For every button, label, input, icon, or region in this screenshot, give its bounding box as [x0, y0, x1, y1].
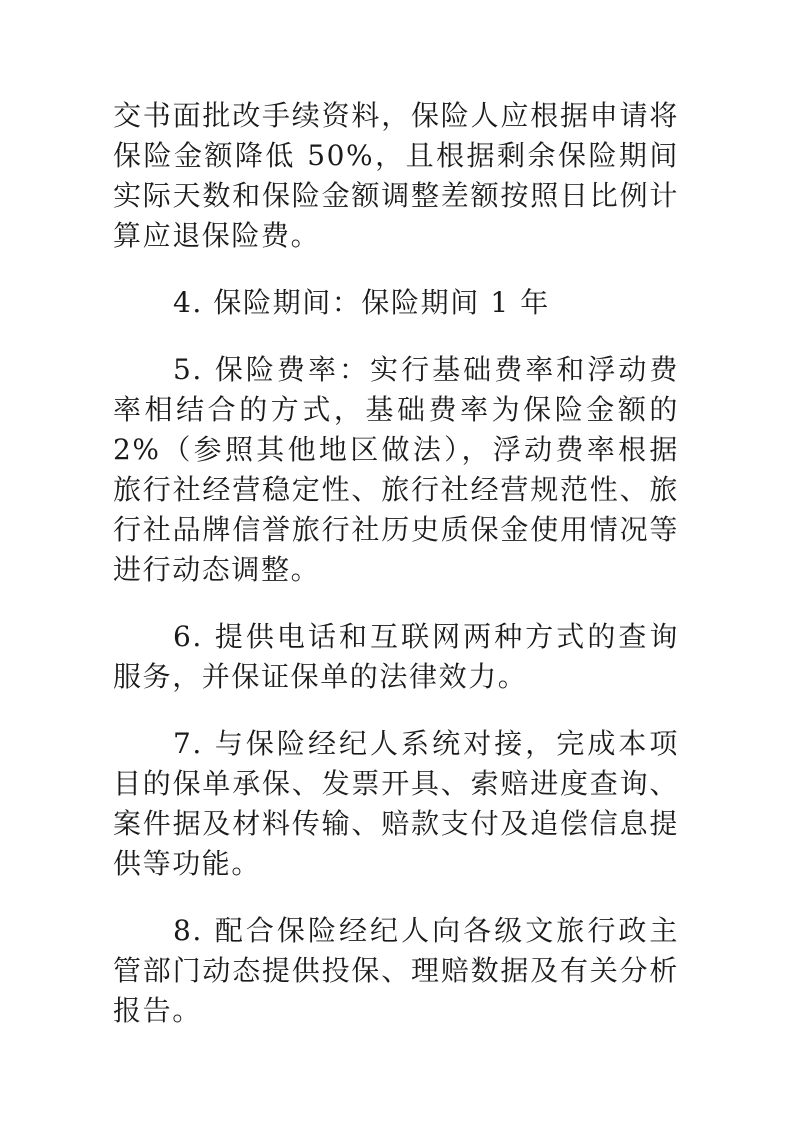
- paragraph-data-reporting: 8. 配合保险经纪人向各级文旅行政主管部门动态提供投保、理赔数据及有关分析报告。: [113, 914, 679, 1027]
- paragraph-premium-rate: 5. 保险费率：实行基础费率和浮动费率相结合的方式，基础费率为保险金额的 2%（参照其他地区做法），浮动费率根据旅行社经营稳定性、旅行社经营规范性、旅行社品牌信誉旅行社历史质保金使用情况等进行动态调整。: [113, 353, 679, 586]
- paragraph-insurance-period: 4. 保险期间：保险期间 1 年: [173, 286, 550, 319]
- paragraph-query-service: 6. 提供电话和互联网两种方式的查询服务，并保证保单的法律效力。: [113, 620, 679, 693]
- paragraph-broker-integration: 7. 与保险经纪人系统对接，完成本项目的保单承保、发票开具、索赔进度查询、案件据及材料传输、赔款支付及追偿信息提供等功能。: [113, 727, 679, 880]
- document-body: [113, 96, 679, 1031]
- paragraph-continuation: 交书面批改手续资料，保险人应根据申请将保险金额降低 50%，且根据剩余保险期间实际天数和保险金额调整差额按照日比例计算应退保险费。: [113, 99, 679, 252]
